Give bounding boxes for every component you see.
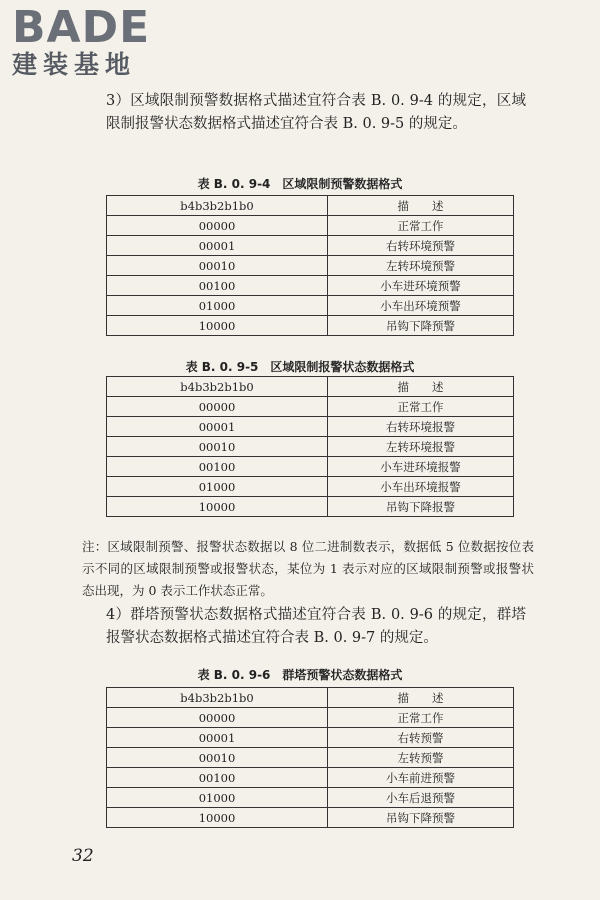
cell-description: 小车前进预警 (328, 768, 514, 788)
cell-description: 吊钩下降预警 (328, 316, 514, 336)
cell-code: 00010 (107, 748, 328, 768)
logo-subtitle: 建装基地 (12, 50, 137, 79)
cell-description: 吊钩下降报警 (328, 497, 514, 517)
cell-code: 00010 (107, 437, 328, 457)
table-row (107, 748, 514, 768)
cell-code: 01000 (107, 788, 328, 808)
table-row (107, 437, 514, 457)
paragraph-item-4: 4）群塔预警状态数据格式描述宜符合表 B. 0. 9-6 的规定，群塔报警状态数据格式描述宜符合表 B. 0. 9-7 的规定。 (106, 607, 526, 646)
table-row (107, 708, 514, 728)
table-row (107, 808, 514, 828)
cell-code: 00000 (107, 216, 328, 236)
table-header-row (107, 688, 514, 708)
header-bits: b4b3b2b1b0 (107, 377, 328, 397)
header-bits: b4b3b2b1b0 (107, 688, 328, 708)
table-note: 注：区域限制预警、报警状态数据以 8 位二进制数表示，数据低 5 位数据按位表示不同的区域限制预警或报警状态，某位为 1 表示对应的区域限制预警或报警状态出现，为 0 表示工作状态正常。 (82, 539, 534, 598)
cell-code: 00001 (107, 728, 328, 748)
header-bits: b4b3b2b1b0 (107, 196, 328, 216)
cell-description: 正常工作 (328, 216, 514, 236)
header-description: 描 述 (328, 377, 514, 397)
table-row (107, 457, 514, 477)
cell-description: 右转预警 (328, 728, 514, 748)
cell-description: 小车进环境报警 (328, 457, 514, 477)
cell-description: 小车出环境报警 (328, 477, 514, 497)
table-b094 (106, 195, 514, 336)
cell-code: 01000 (107, 477, 328, 497)
table-row (107, 728, 514, 748)
cell-code: 00000 (107, 708, 328, 728)
cell-code: 10000 (107, 316, 328, 336)
cell-code: 00000 (107, 397, 328, 417)
table-row (107, 296, 514, 316)
cell-description: 小车后退预警 (328, 788, 514, 808)
cell-description: 左转预警 (328, 748, 514, 768)
table-row (107, 477, 514, 497)
table-b095 (106, 376, 514, 517)
table-row (107, 497, 514, 517)
table-caption-b094: 表 B. 0. 9-4 区域限制预警数据格式 (197, 177, 403, 191)
table-header-row (107, 377, 514, 397)
cell-code: 01000 (107, 296, 328, 316)
table-row (107, 236, 514, 256)
logo-brand: BADE (12, 2, 151, 53)
table-row (107, 276, 514, 296)
table-row (107, 788, 514, 808)
cell-description: 右转环境报警 (328, 417, 514, 437)
cell-code: 00001 (107, 417, 328, 437)
header-description: 描 述 (328, 688, 514, 708)
cell-description: 右转环境预警 (328, 236, 514, 256)
cell-code: 00001 (107, 236, 328, 256)
cell-description: 左转环境预警 (328, 256, 514, 276)
cell-code: 00100 (107, 457, 328, 477)
cell-description: 小车进环境预警 (328, 276, 514, 296)
cell-description: 左转环境报警 (328, 437, 514, 457)
table-caption-b096: 表 B. 0. 9-6 群塔预警状态数据格式 (197, 668, 403, 682)
cell-description: 吊钩下降预警 (328, 808, 514, 828)
table-row (107, 417, 514, 437)
cell-code: 10000 (107, 808, 328, 828)
cell-description: 正常工作 (328, 708, 514, 728)
cell-description: 小车出环境预警 (328, 296, 514, 316)
table-row (107, 316, 514, 336)
paragraph-item-3: 3）区域限制预警数据格式描述宜符合表 B. 0. 9-4 的规定，区域限制报警状态数据格式描述宜符合表 B. 0. 9-5 的规定。 (106, 93, 526, 132)
table-row (107, 768, 514, 788)
cell-code: 10000 (107, 497, 328, 517)
table-header-row (107, 196, 514, 216)
table-caption-b095: 表 B. 0. 9-5 区域限制报警状态数据格式 (185, 360, 415, 374)
cell-code: 00100 (107, 276, 328, 296)
table-row (107, 256, 514, 276)
page-number: 32 (72, 846, 94, 866)
cell-code: 00010 (107, 256, 328, 276)
table-row (107, 216, 514, 236)
cell-code: 00100 (107, 768, 328, 788)
header-description: 描 述 (328, 196, 514, 216)
table-row (107, 397, 514, 417)
table-b096 (106, 687, 514, 828)
logo (12, 2, 182, 80)
cell-description: 正常工作 (328, 397, 514, 417)
